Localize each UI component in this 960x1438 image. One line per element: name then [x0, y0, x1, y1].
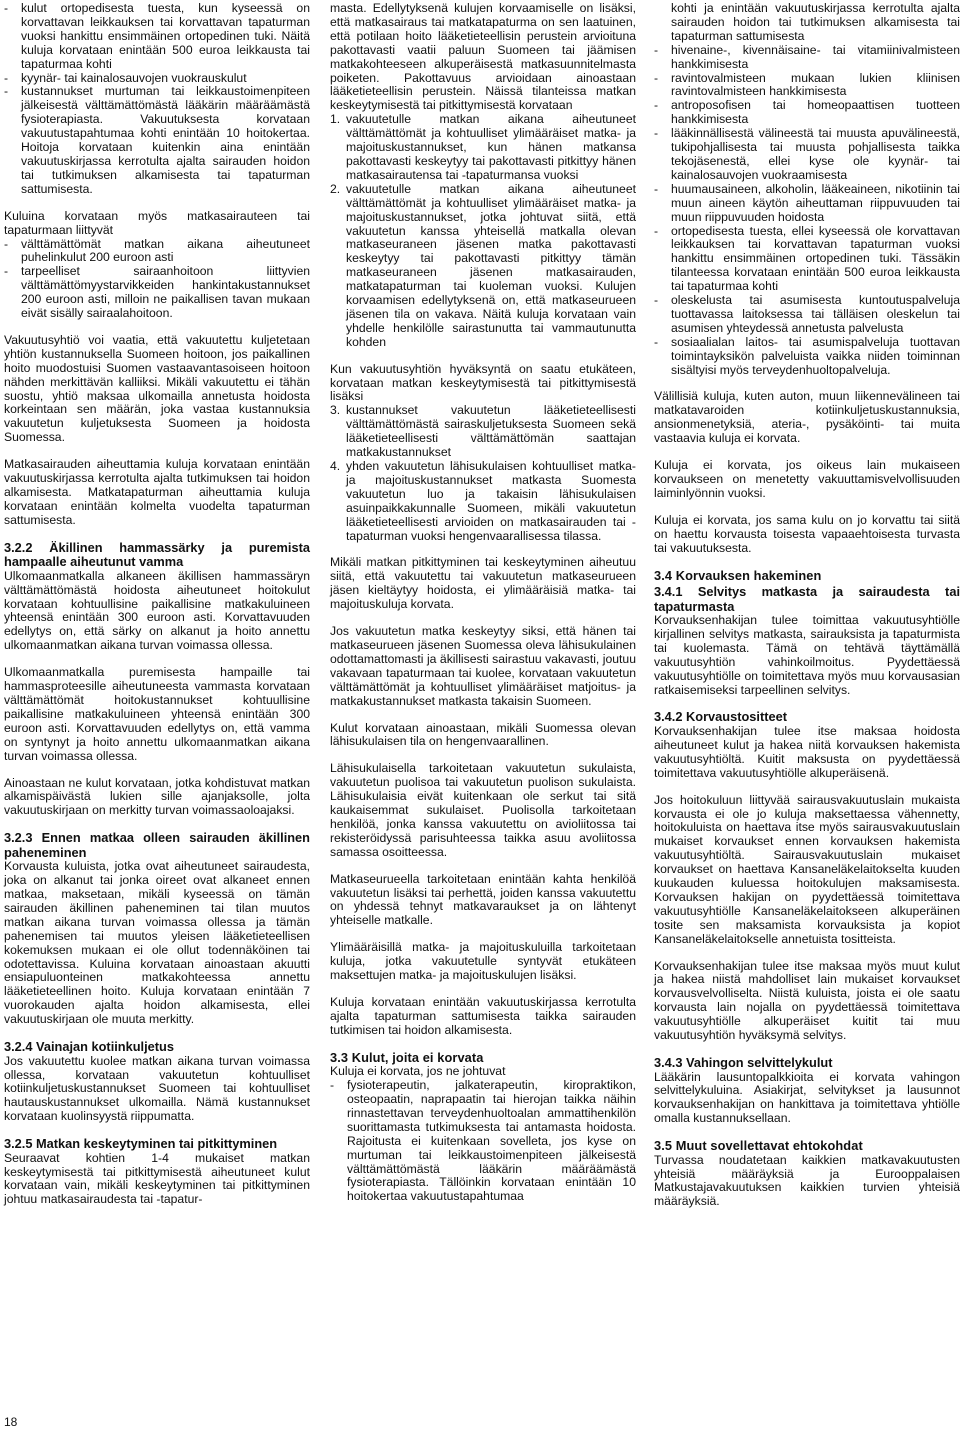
list-item-text: huumausaineen, alkoholin, lääkeaineen, nikotiinin tai muun aineen käytön aiheuttaman riippuvuuden tai muun riippuvuuden hoidosta: [671, 181, 960, 224]
list-item-text: fysioterapeutin, jalkaterapeutin, kiropraktikon, osteopaatin, naprapaatin tai hierojan taikka näihin rinnastettavan terveydenhuoltoalan ammattihenkilön suorittamasta tutkimuksesta tai antamasta hoidosta. Rajoitusta ei kuitenkaan sovelleta, jos kyse on murtuman tai leikkaustoimenpiteen jälkeisestä välttämättömästä lääkärin määräämästä fysioterapiasta. Tällöinkin korvataan enintään 10 hoitokertaa vakuutustapahtumaa: [347, 1078, 636, 1204]
paragraph-text: Ulkomaanmatkalla alkaneen äkillisen hammassäryn välttämättömästä hoidosta aiheutuneet hoitokulut korvataan kohtuullisine paikallisine matkakuluineen yhteensä enintään 300 euroon asti. Korvattavuuden edellytys on, että särky on alkanut ja hoito annettu ulkomaanmatkan aikana turvan voimassa ollessa.: [4, 568, 310, 653]
section-heading: 3.2.4 Vainajan kotiinkuljetus: [4, 1039, 174, 1055]
list-item-text: vakuutetulle matkan aikana aiheutuneet välttämättömät ja kohtuulliset ylimääräiset matka- ja majoituskustannukset, jotka johtuvat siitä, että vakuutetun kanssa yhteisellä matkalla olevan matkaseuraneen jäsenen matka pakottavasti keskeytyy tai pakottavasti pitkittyy tämän matkaseuraneen jäsenen matkasairauden, matkatapaturman tai kuoleman vuoksi. Kulujen korvaamisen edellytyksenä on, että matkaseurueen jäsenen tila on vakava. Näitä kuluja korvataan vain yhdelle henkilölle sairastunutta tai vammautunutta kohden: [346, 181, 636, 349]
list-item-text: antroposofisen tai homeopaattisen tuotteen hankkimisesta: [671, 98, 960, 127]
list-item-text: tarpeelliset sairaanhoitoon liittyvien välttämättömyystarvikkeiden hankintakustannukset 200 euroon asti, milloin ne paikallisen tavan mukaan eivät sisälly sairaalahoitoon.: [21, 264, 310, 321]
paragraph: [4, 458, 310, 528]
list-item-text: kulut ortopedisesta tuesta, kun kyseessä on korvattavan leikkauksen tai korvattavan tapaturman vuoksi hankittu ensimmäinen ortopedinen tuki. Näitä kuluja korvataan enintään 500 euroa leikkausta tai tapaturmaa kohti: [21, 1, 310, 71]
section: [4, 541, 310, 653]
list-marker: -: [4, 1, 9, 15]
paragraph: [4, 666, 310, 763]
list-item: [330, 183, 636, 350]
list-item-text: ravintovalmisteen mukaan lukien kliinisen ravintovalmisteen hankkimisesta: [671, 70, 960, 99]
paragraph-text: Jos vakuutetun matka keskeytyy siksi, että hänen tai matkaseurueen jäsenen Suomessa oleva lähisukulainen odottamattomasti ja äkillisesti sairastuu vakavasti, joutuu vakavaan tapaturmaan tai kuolee, korvataan vakuutetun välttämättömät ja kohtuulliset ylimääräiset matjoitus- ja matkakustannukset matkasta takaisin Suomeen.: [330, 624, 636, 708]
list-item-text: hivenaine-, kivennäisaine- tai vitamiinivalmisteen hankkimisesta: [671, 42, 960, 71]
paragraph: [654, 514, 960, 556]
list-marker: -: [654, 42, 659, 57]
list-item: [4, 238, 310, 266]
paragraph-text: Korvauksenhakijan tulee itse maksaa hoidosta aiheutuneet kulut ja hakea niitä korvauksen hakemista vakuutusyhtiöltä. Kuitit maksusta on pyydettäessä toimitettava vakuutusyhtiölle alkuperäisenä.: [654, 723, 960, 780]
list-item: [654, 225, 960, 295]
section: [4, 1137, 310, 1207]
paragraph: [330, 941, 636, 983]
list-marker: -: [654, 126, 659, 141]
list-marker: 1.: [330, 112, 341, 127]
paragraph-text: Lähisukulaisella tarkoitetaan vakuutetun sukulaista, vakuutetun puolisoa tai vakuutetun puolison sukulaista. Lähisukulaisia eivät kuitenkaan ole serkut tai sitä kaukaisemmat sukulaiset. Puolisolla tarkoitetaan henkilöä, jonka kanssa vakuutettu on avioliitossa tai rekisteröidyssä parisuhteessa taikka asuu avoliitossa samassa osoitteessa.: [330, 761, 636, 859]
section: [4, 831, 310, 1027]
paragraph-text: Kuluina korvataan myös matkasairauteen tai tapaturmaan liittyvät: [4, 208, 310, 237]
list-marker: -: [654, 70, 659, 85]
text-column-1: [4, 2, 310, 1207]
paragraph-text: Mikäli matkan pitkittyminen tai keskeytyminen aiheutuu siitä, että vakuutettu tai vakuutetun matkaseurueen jäsen kieltäytyy hoidosta, ei ylimääräisiä matka- tai majoituskuluja korvata.: [330, 555, 636, 612]
list-item: [654, 336, 960, 378]
paragraph-text: Lääkärin lausuntopalkkioita ei korvata vahingon selvittelykuluina. Asiakirjat, selvitykset ja lausunnot korvauksenhakijan on hankittava ja toimitettava yhtiölle omalla kustannuksellaan.: [654, 1069, 960, 1126]
text-column-2: [330, 2, 636, 1204]
paragraph-text: Ainoastaan ne kulut korvataan, jotka kohdistuvat matkan alkamispäivästä lukien sille ajanjaksolle, jolta vakuutuskirjaan on merkitty turvan voimassaoloajaksi.: [4, 775, 310, 818]
bullet-list: [4, 2, 310, 197]
list-item: [4, 85, 310, 196]
subsection-heading: 3.4.1 Selvitys matkasta ja sairaudesta tai tapaturmasta: [654, 584, 960, 614]
paragraph-text: Kuluja ei korvata, jos ne johtuvat: [330, 1064, 506, 1079]
list-item: [654, 183, 960, 225]
section-heading: 3.5 Muut sovellettavat ehtokohdat: [654, 1138, 863, 1154]
paragraph: [330, 722, 636, 750]
list-item-text: ortopedisesta tuesta, ellei kyseessä ole korvattavan leikkauksen tai korvattavan tapaturman vuoksi hankittu ensimmäinen ortopedinen tuki. Tässäkin tilanteessa korvataan enintään 500 euroa leikkausta tai tapaturmaa kohti: [671, 223, 960, 294]
list-marker: -: [654, 181, 659, 196]
section-heading: 3.2.3 Ennen matkaa olleen sairauden äkillinen paheneminen: [4, 830, 310, 860]
paragraph: [330, 2, 636, 350]
list-item: [654, 294, 960, 336]
list-marker: -: [654, 223, 659, 238]
paragraph: [4, 777, 310, 819]
list-marker: -: [654, 334, 659, 349]
paragraph-text: Matkaseurueella tarkoitetaan enintään kahta henkilöä vakuutetun lisäksi tai perhettä, joiden kanssa vakuutettu on yhdessä tehnyt matkavaraukset ja on lähtenyt yhteiselle matkalle.: [330, 871, 636, 928]
list-marker: -: [330, 1078, 335, 1093]
list-item-text: kyynär- tai kainalosauvojen vuokrauskulut: [21, 70, 247, 85]
list-item: [330, 404, 636, 460]
paragraph-text: Turvassa noudatetaan kaikkien matkavakuutusten yhteisiä määräyksiä ja Eurooppalaisen Matkustajavakuutuksen kaikkien turvien yhteisiä määräyksiä.: [654, 1152, 960, 1209]
paragraph: [654, 390, 960, 446]
section-heading: 3.4 Korvauksen hakeminen: [654, 567, 822, 583]
paragraph: [654, 960, 960, 1043]
list-marker: -: [4, 264, 9, 279]
paragraph: [330, 873, 636, 929]
list-item: [330, 460, 636, 543]
paragraph-text: Matkasairauden aiheuttamia kuluja korvataan enintään vakuutuskirjassa kerrotulta ajalta tutkimuksen tai hoidon alkamisesta. Matkatapaturman aiheuttamia kuluja korvataan enintään kolmelta vuodelta tapaturman sattumisesta.: [4, 457, 310, 527]
page-number: 18: [4, 1415, 18, 1429]
paragraph-text: Kuluja ei korvata, jos oikeus lain mukaiseen korvaukseen on menetetty vakuuttamisvelvollisuuden laiminlyönnin vuoksi.: [654, 458, 960, 500]
list-marker: 4.: [330, 459, 341, 473]
section-heading: 3.2.5 Matkan keskeytyminen tai pitkittyminen: [4, 1136, 278, 1152]
paragraph-text: Vakuutusyhtiö voi vaatia, että vakuutettu kuljetetaan yhtiön kustannuksella Suomeen hoitoon, jos paikallinen hoito muodostuisi Suomen vastaavantasoiseen hoitoon nähden merkittävän kalliiksi. Mikäli vakuutettu ei tähän suostu, yhtiö maksaa ulkomailla annetusta hoidosta korkeintaan sen määrän, joka vastaa kustannuksia vakuutetun kuljetuksesta Suomeen ja hoidosta Suomessa.: [4, 332, 310, 445]
list-marker: [654, 2, 671, 44]
paragraph-text: Kun vakuutusyhtiön hyväksyntä on saatu etukäteen, korvataan matkan keskeytymisestä tai pitkittymisestä lisäksi: [330, 361, 636, 404]
paragraph-text: Korvausta kuluista, jotka ovat aiheutuneet sairaudesta, joka on alkanut tai jonka oireet ovat alkaneet ennen matkaa, maksetaan, mikäli kyseessä on tämän sairauden äkillinen paheneminen tai tilan muutos matkan aikana turvan voimassa ollessa ja tämän pahenemisen tai muutos yleisen lääketieteellisen kokemuksen mukaan ei ole ollut todennäköinen tai odotettavissa. Kuluina korvataan ainoastaan akuutti ensiapuluonteinen matkakohteessa annettu lääketieteellinen hoito. Kuluja korvataan enintään 7 vuorokauden ajalta hoidon alkamisesta, ellei vakuutuskirjaan ole muuta merkitty.: [4, 859, 310, 1027]
paragraph-text: Korvauksenhakijan tulee toimittaa vakuutusyhtiölle kirjallinen selvitys matkasta, sairauksista ja tapaturmista tai kuolemasta. Tämä on tehtävä täyttämällä vakuutusyhtiön vahinkoilmoitus. Pyydettäessä vakuutusyhtiölle on toimitettava myös muu korvausasian ratkaisemiseksi tarpeellinen selvitys.: [654, 613, 960, 697]
list-item-text: kustannukset murtuman tai leikkaustoimenpiteen jälkeisestä välttämättömästä lääkärin määräämästä fysioterapiasta. Vakuutuksesta korvataan vakuutustapahtumaa kohti enintään 10 hoitokertaa. Hoitoja korvataan kuitenkin aina enintään vakuutuskirjassa kerrotulta ajalta sairauden hoidon tai tutkimuksen alkamisesta tai tapaturman sattumisesta.: [21, 84, 310, 196]
paragraph-text: Kuluja ei korvata, jos sama kulu on jo korvattu tai siitä on haettu korvausta toisesta vapaaehtoisesta turvasta tai vakuutuksesta.: [654, 512, 960, 555]
list-item: [330, 113, 636, 183]
list-item: [654, 99, 960, 127]
list-item: [4, 2, 310, 72]
paragraph-text: Kulut korvataan ainoastaan, mikäli Suomessa olevan lähisukulaisen tila on hengenvaarallinen.: [330, 720, 636, 749]
section: [4, 1040, 310, 1124]
paragraph-text: Seuraavat kohtien 1-4 mukaiset matkan keskeytymisestä tai pitkittymisestä aiheutuneet kulut korvataan vain, mikäli keskeytyminen tai pitkittyminen johtuu matkasairaudesta tai -tapatur-: [4, 1150, 310, 1207]
paragraph-text: Ulkomaanmatkalla puremisesta hampaille tai hammasproteesille aiheutuneesta vammasta korvataan välttämättömät hoitokustannukset kohtuullisine paikallisine matkakuluineen yhteensä enintään 300 euroon asti. Korvattavuuden edellytys on, että vamma on syntynyt ja hoito annettu ulkomaanmatkan aikana turvan voimassa ollessa.: [4, 665, 310, 763]
list-item-text: välttämättömät matkan aikana aiheutuneet puhelinkulut 200 euroon asti: [21, 236, 310, 265]
paragraph-text: Korvauksenhakijan tulee itse maksaa myös muut kulut ja hakea niistä mahdolliset lain mukaiset korvaukset korvausvelvolliselta. Niistä kuluista, joista ei ole saatu korvausta lain nojalla on pyydettäessä toimitettava vakuutusyhtiölle alkuperäiset kuitit tai muu vakuutusyhtiön hyväksymä selvitys.: [654, 958, 960, 1043]
section: [654, 1139, 960, 1209]
paragraph: [4, 210, 310, 321]
paragraph-text: Ylimääräisillä matka- ja majoituskuluilla tarkoitetaan kuluja, jotka vakuutetulle syntyvät etukäteen maksettujen matka- ja majoituskulujen lisäksi.: [330, 940, 636, 983]
paragraph-text: Jos vakuutettu kuolee matkan aikana turvan voimassa ollessa, korvataan vakuutetun kohtuulliset kotiinkuljetuskustannukset Suomeen tai kohtuulliset hautauskustannukset ulkomailla. Nämä kustannukset korvataan kuolinsyystä riippumatta.: [4, 1053, 310, 1124]
paragraph: [654, 794, 960, 947]
list-marker: -: [654, 293, 659, 308]
list-item: [654, 2, 960, 44]
list-item-text: sosiaalialan laitos- tai asumispalveluja tuottavan toimintayksikön palveluista vaikka niiden toiminnan sisältyisi myös terveydenhuoltopalveluja.: [671, 334, 960, 377]
section: [654, 710, 960, 780]
list-item-text: vakuutetulle matkan aikana aiheutuneet välttämättömät ja kohtuulliset ylimääräiset matka- ja majoituskustannukset, kun hänen matkansa pakottavasti keskeytyy tai pakottavasti pitkittyy hänen matkasairautensa tai -tapaturmansa vuoksi: [346, 112, 636, 182]
paragraph: [4, 334, 310, 445]
paragraph-text: Jos hoitokuluun liittyvää sairausvakuutuslain mukaista korvausta ei ole jo kuluja maksettaessa vähennetty, hoitokuluista on haettava itse myös sairausvakuutuslain mukaiset korvaukset ennen korvauksen hakemista vakuutusyhtiöltä. Sairausvakuutuslain mukaiset korvaukset on haettava Kansaneläkelaitokselta kuuden kuukauden kuluessa hoitokulujen maksamisesta. Korvauksen hakijan on pyydettäessä toimitettava vakuutusyhtiölle Kansaneläkelaitokseen alkuperäinen tosite sen maksamista korvauksista ja kopiot Kansaneläkelaitokselle annetuista tositteista.: [654, 792, 960, 946]
list-item: [654, 127, 960, 183]
paragraph: [330, 556, 636, 612]
list-marker: -: [4, 70, 9, 85]
paragraph-text: Kuluja korvataan enintään vakuutuskirjassa kerrotulta ajalta tapaturman sattumisesta taikka sairauden tutkimisen tai hoidon alkamisesta.: [330, 995, 636, 1037]
paragraph: [330, 625, 636, 708]
list-item: [4, 72, 310, 86]
section: [654, 569, 960, 698]
paragraph: [330, 363, 636, 544]
list-item-text: yhden vakuutetun lähisukulaisen kohtuulliset matka- ja majoituskustannukset matkasta Suomesta vakuutetun luo ja takaisin lähisukulaisen asuinpaikkakunnalle Suomeen, mikäli vakuutetun lääketieteellisesti arvioiden on matkasairauden tai - tapaturman vuoksi hengenvaarallisessa tilassa.: [346, 459, 636, 543]
list-item: [654, 44, 960, 72]
section-heading: 3.4.2 Korvaustositteet: [654, 709, 787, 725]
list-marker: 3.: [330, 403, 341, 418]
section: [330, 1051, 636, 1205]
list-item-text: lääkinnällisestä välineestä tai muusta apuvälineestä, tukipohjallisesta tai muusta pohjallisesta taikka tekojäsenestä, ellei kyse ole kyynär- tai kainalosauvojen vuokraamisesta: [671, 126, 960, 182]
list-item: [330, 1079, 636, 1204]
list-marker: -: [4, 84, 9, 99]
paragraph: [330, 762, 636, 859]
paragraph: [654, 459, 960, 501]
list-item: [654, 72, 960, 100]
list-marker: 2.: [330, 181, 341, 196]
section-heading: 3.4.3 Vahingon selvittelykulut: [654, 1055, 833, 1070]
paragraph-text: Välillisiä kuluja, kuten auton, muun liikennevälineen tai matkatavaroiden kotiinkuljetuskustannuksia, ansionmenetyksiä, ateria-, pysäköinti- tai muita vastaavia kuluja ei korvata.: [654, 389, 960, 446]
list-item-text: kustannukset vakuutetun lääketieteellisesti välttämättömästä sairaskuljetuksesta Suomeen sekä lääketieteellisesti välttämättömän saattajan matkakustannukset: [346, 403, 636, 460]
section: [654, 1056, 960, 1126]
paragraph-text: masta. Edellytyksenä kulujen korvaamiselle on lisäksi, että matkasairaus tai matkatapaturma on sen laatuinen, että potilaan hoito lääketieteellisin perustein arvioituna pakottavasti vaatii paluun Suomeen tai jäämisen matkakohteeseen alkuperäisestä matkasuunnitelmasta poiketen. Pakottavuus arvioidaan ainoastaan lääketieteellisin perustein. Näissä tilanteissa matkan keskeytymisestä tai pitkittymisestä korvataan: [330, 1, 636, 113]
paragraph: [330, 996, 636, 1038]
list-marker: -: [4, 236, 9, 251]
list-item: [4, 265, 310, 321]
list-item-text: oleskelusta tai asumisesta kuntoutuspalveluja tuottavassa laitoksessa tai tälläisen oleskelun tai asumisen yhteydessä annetusta palvelusta: [671, 293, 960, 335]
bullet-list: [654, 2, 960, 377]
section-heading: 3.2.2 Äkillinen hammassärky ja puremista hampaalle aiheutunut vamma: [4, 539, 310, 570]
text-column-3: [654, 2, 960, 1209]
list-item-text: kohti ja enintään vakuutuskirjassa kerrotulta ajalta sairauden hoidon tai tutkimuksen alkamisesta tai tapaturman sattumisesta: [671, 1, 960, 43]
section-heading: 3.3 Kulut, joita ei korvata: [330, 1049, 484, 1065]
list-marker: -: [654, 98, 659, 113]
